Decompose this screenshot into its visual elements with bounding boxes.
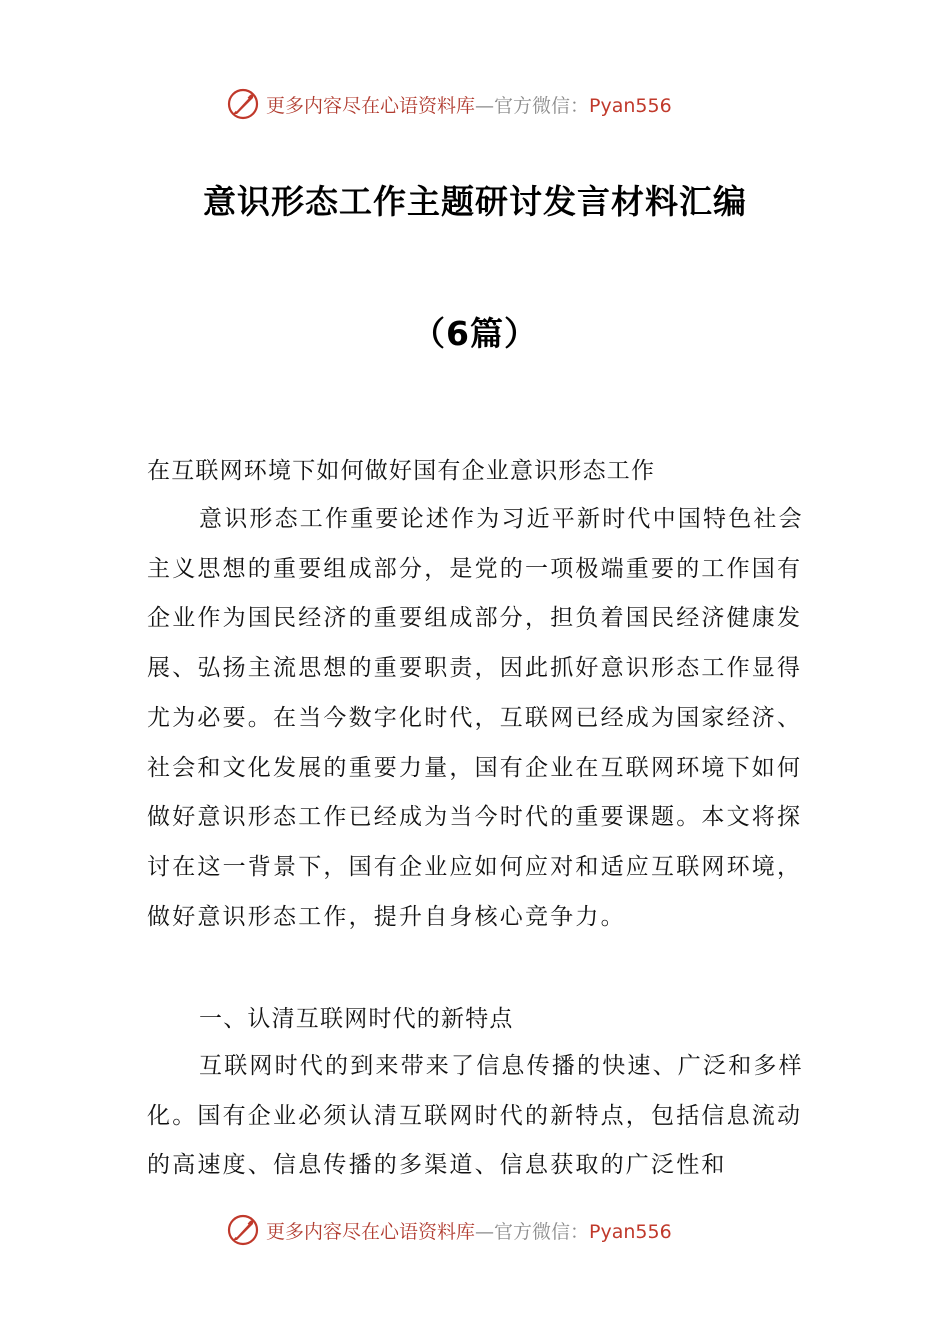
banner-label: 更多内容尽在心语资料库 [266,94,476,117]
header-watermark-banner [0,84,950,124]
banner-wechat-id: Pyan556 [589,1220,672,1243]
banner-wechat-label: 官方微信： [494,1220,590,1243]
banner-separator: — [475,94,495,117]
article-title: 在互联网环境下如何做好国有企业意识形态工作 [147,458,656,484]
section-paragraph: 互联网时代的到来带来了信息传播的快速、广泛和多样化。国有企业必须认清互联网时代的新特点，包括信息流动的高速度、信息传播的多渠道、信息获取的广泛性和 [147,1053,804,1179]
document-subtitle: （6篇） [412,314,538,353]
document-title: 意识形态工作主题研讨发言材料汇编 [203,182,747,221]
intro-paragraph: 意识形态工作重要论述作为习近平新时代中国特色社会主义思想的重要组成部分，是党的一项极端重要的工作国有企业作为国民经济的重要组成部分，担负着国民经济健康发展、弘扬主流思想的重要职责，因此抓好意识形态工作显得尤为必要。在当今数字化时代，互联网已经成为国家经济、社会和文化发展的重要力量，国有企业在互联网环境下如何做好意识形态工作已经成为当今时代的重要课题。本文将探讨在这一背景下，国有企业应如何应对和适应互联网环境，做好意识形态工作，提升自身核心竞争力。 [147,506,804,930]
banner-wechat-label: 官方微信： [494,94,590,117]
banner-separator: — [475,1220,495,1243]
banner-label: 更多内容尽在心语资料库 [266,1220,476,1243]
quill-pen-logo-icon [226,87,260,121]
footer-watermark-banner [0,1210,950,1250]
quill-pen-logo-icon [226,1213,260,1247]
section-heading: 一、认清互联网时代的新特点 [199,1006,514,1032]
banner-wechat-id: Pyan556 [589,94,672,117]
